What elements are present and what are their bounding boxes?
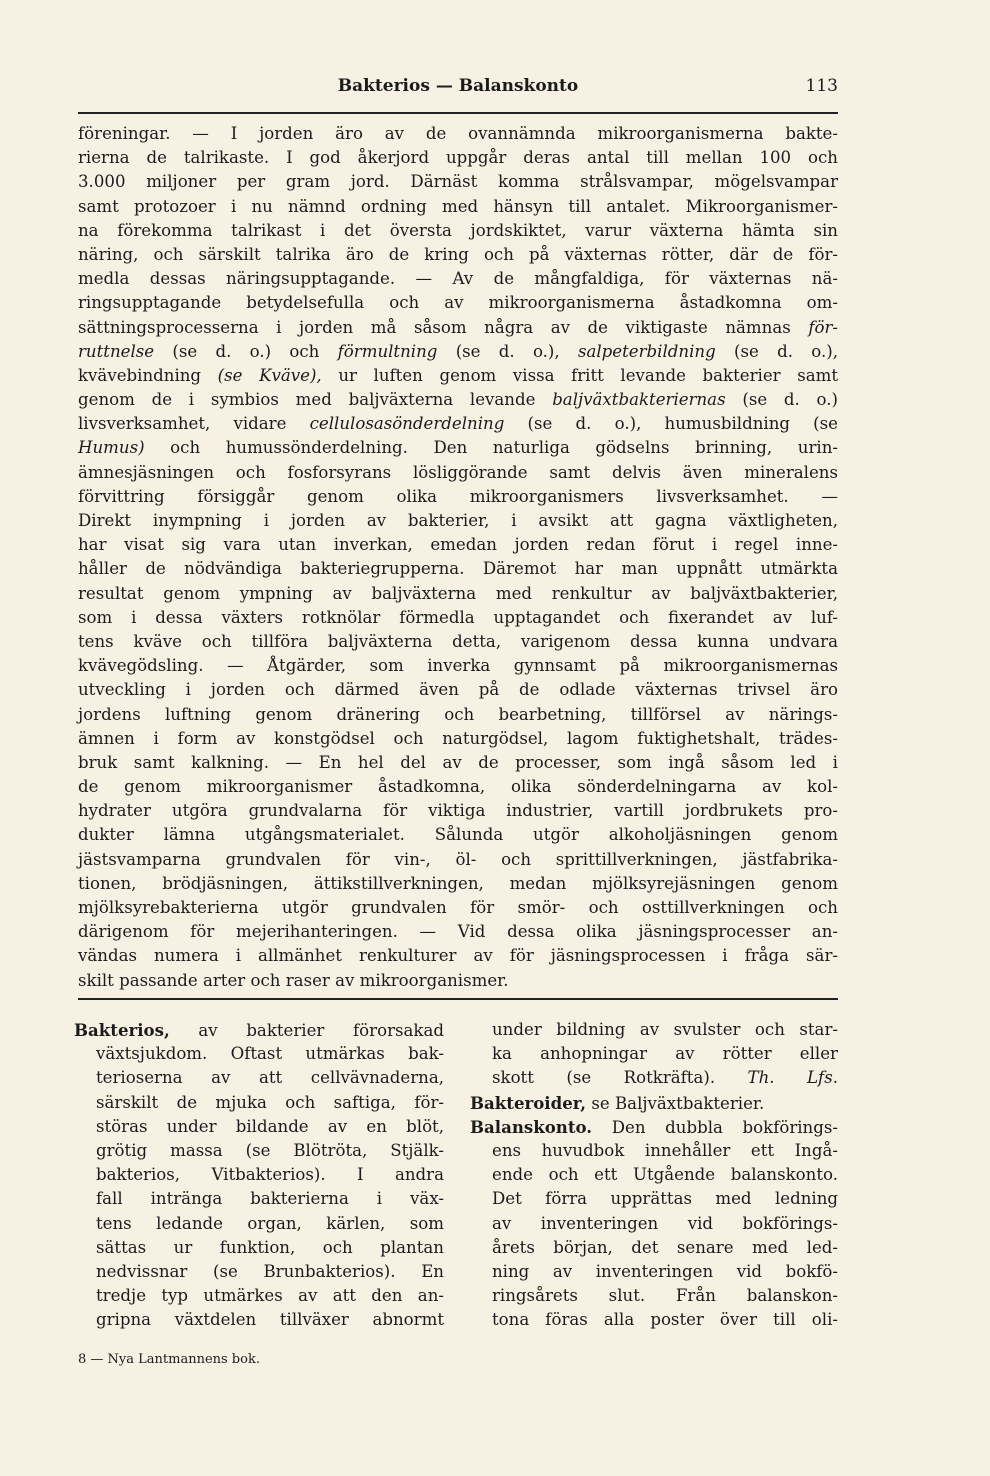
text-line: genom de i symbios med baljväxterna levande baljväxtbakteriernas (se d. o.) xyxy=(78,390,839,410)
text-line: samt protozoer i nu nämnd ordning med hänsyn till antalet. Mikroorganismer- xyxy=(78,196,838,216)
page-number: 113 xyxy=(805,76,838,96)
page-header xyxy=(78,76,838,104)
text-line: ämnen i form av konstgödsel och naturgödsel, lagom fuktighetshalt, trädes- xyxy=(78,728,838,748)
text-line: Direkt inympning i jorden av bakterier, i avsikt att gagna växtligheten, xyxy=(78,511,838,530)
text-line: ka anhopningar av rötter eller xyxy=(492,1044,838,1064)
text-line: ruttnelse (se d. o.) och förmultning (se d. o.), salpeterbildning (se d. o.), xyxy=(78,341,838,361)
text-line: dukter lämna utgångsmaterialet. Sålunda utgör alkoholjäsningen genom xyxy=(78,825,838,845)
section-rule xyxy=(78,998,838,1000)
text-line: kvävebindning (se Kväve), ur luften genom vissa fritt levande bakterier samt xyxy=(78,365,839,385)
text-line: tionen, brödjäsningen, ättikstillverkningen, medan mjölksyrejäsningen genom xyxy=(78,873,838,893)
text-line: därigenom för mejerihanteringen. — Vid dessa olika jäsningsprocesser an- xyxy=(78,922,838,942)
text-line: Det förra upprättas med ledning xyxy=(492,1189,838,1209)
text-line: vändas numera i allmänhet renkulturer av för jäsningsprocessen i fråga sär- xyxy=(78,946,838,966)
text-line: terioserna av att cellvävnaderna, xyxy=(96,1068,444,1088)
right-column xyxy=(470,1018,838,1332)
header-rule xyxy=(78,112,838,114)
entry-first-line: Bakterios, av bakterier förorsakad xyxy=(74,1020,444,1040)
text-line: gripna växtdelen tillväxer abnormt xyxy=(96,1310,444,1330)
text-line: utveckling i jorden och därmed även på de odlade växternas trivsel äro xyxy=(78,680,838,700)
text-line: nedvissnar (se Brunbakterios). En xyxy=(96,1261,444,1281)
entry-first-line: Bakteroider, se Baljväxtbakterier. xyxy=(470,1092,765,1113)
text-line: jästsvamparna grundvalen för vin-, öl- och sprittillverkningen, jästfabrika- xyxy=(78,849,838,869)
text-line: skott (se Rotkräfta). Th. Lfs. xyxy=(492,1068,838,1088)
text-line: kvävegödsling. — Åtgärder, som inverka gynnsamt på mikroorganismernas xyxy=(78,656,838,676)
text-line: bakterios, Vitbakterios). I andra xyxy=(96,1165,444,1185)
text-line: håller de nödvändiga bakteriegrupperna. Däremot har man uppnått utmärkta xyxy=(78,559,838,579)
text-line: medla dessas näringsupptagande. — Av de mångfaldiga, för växternas nä- xyxy=(78,269,838,289)
text-line: särskilt de mjuka och saftiga, för- xyxy=(96,1092,444,1112)
entry-first-line: Balanskonto. Den dubbla bokförings- xyxy=(470,1116,838,1137)
text-line: ens huvudbok innehåller ett Ingå- xyxy=(492,1140,838,1160)
text-line: under bildning av svulster och star- xyxy=(492,1020,838,1039)
text-line: växtsjukdom. Oftast utmärkas bak- xyxy=(96,1044,444,1064)
entry-headword: Bakteroider, xyxy=(470,1092,587,1113)
text-line: hydrater utgöra grundvalarna för viktiga industrier, vartill jordbrukets pro- xyxy=(78,801,838,821)
text-line: tens ledande organ, kärlen, som xyxy=(96,1213,444,1233)
text-line: ringsupptagande betydelsefulla och av mikroorganismerna åstadkomna om- xyxy=(78,293,838,313)
text-line: ende och ett Utgående balanskonto. xyxy=(492,1165,838,1185)
text-line: Humus) och humussönderdelning. Den naturliga gödselns brinning, urin- xyxy=(78,438,838,458)
text-line: tens kväve och tillföra baljväxterna detta, varigenom dessa kunna undvara xyxy=(78,631,838,651)
text-line: ning av inventeringen vid bokfö- xyxy=(492,1261,838,1281)
running-head: Bakterios — Balanskonto xyxy=(337,76,579,96)
footer-signature: 8 — Nya Lantmannens bok. xyxy=(78,1352,260,1367)
text-line: tredje typ utmärkes av att den an- xyxy=(96,1286,444,1306)
text-line: na förekomma talrikast i det översta jordskiktet, varur växterna hämta sin xyxy=(78,220,838,240)
text-line: sättningsprocesserna i jorden må såsom några av de viktigaste nämnas för- xyxy=(78,317,838,337)
text-line: bruk samt kalkning. — En hel del av de processer, som ingå såsom led i xyxy=(78,752,838,772)
text-line: har visat sig vara utan inverkan, emedan jorden redan förut i regel inne- xyxy=(78,535,838,555)
text-line: resultat genom ympning av baljväxterna med renkultur av baljväxtbakterier, xyxy=(78,583,838,603)
author-signature: Th. Lfs. xyxy=(747,1068,838,1088)
text-line: som i dessa växters rotknölar förmedla upptagandet och fixerandet av luf- xyxy=(78,607,838,627)
text-line: föreningar. — I jorden äro av de ovannämnda mikroorganismerna bakte- xyxy=(78,124,838,143)
text-line: näring, och särskilt talrika äro de kring och på växternas rötter, där de för- xyxy=(78,244,838,264)
text-line: skilt passande arter och raser av mikroorganismer. xyxy=(78,970,509,990)
text-line: ringsårets slut. Från balanskon- xyxy=(492,1286,838,1306)
text-line: sättas ur funktion, och plantan xyxy=(96,1237,444,1257)
text-line: av inventeringen vid bokförings- xyxy=(492,1213,838,1233)
text-line: jordens luftning genom dränering och bearbetning, tillförsel av närings- xyxy=(78,704,838,724)
text-line: livsverksamhet, vidare cellulosasönderdelning (se d. o.), humusbildning (se xyxy=(78,414,838,434)
text-line: grötig massa (se Blötröta, Stjälk- xyxy=(96,1140,444,1160)
main-paragraph xyxy=(78,122,838,993)
text-line: de genom mikroorganismer åstadkomna, olika sönderdelningarna av kol- xyxy=(78,777,838,797)
text-line: förvittring försiggår genom olika mikroorganismers livsverksamhet. — xyxy=(78,486,838,506)
text-line: mjölksyrebakterierna utgör grundvalen för smör- och osttillverkningen och xyxy=(78,898,838,917)
text-line: fall intränga bakterierna i väx- xyxy=(96,1189,444,1209)
text-line: tona föras alla poster över till oli- xyxy=(492,1310,838,1330)
text-line: ämnesjäsningen och fosforsyrans lösliggörande samt delvis även mineralens xyxy=(78,462,838,482)
entry-headword: Bakterios, xyxy=(74,1020,170,1040)
entry-headword: Balanskonto. xyxy=(470,1116,593,1137)
text-line: årets början, det senare med led- xyxy=(492,1237,838,1257)
left-column xyxy=(74,1018,444,1332)
text-line: 3.000 miljoner per gram jord. Därnäst komma strålsvampar, mögelsvampar xyxy=(78,172,838,192)
text-line: störas under bildande av en blöt, xyxy=(96,1116,444,1136)
text-line: rierna de talrikaste. I god åkerjord uppgår deras antal till mellan 100 och xyxy=(78,148,838,168)
